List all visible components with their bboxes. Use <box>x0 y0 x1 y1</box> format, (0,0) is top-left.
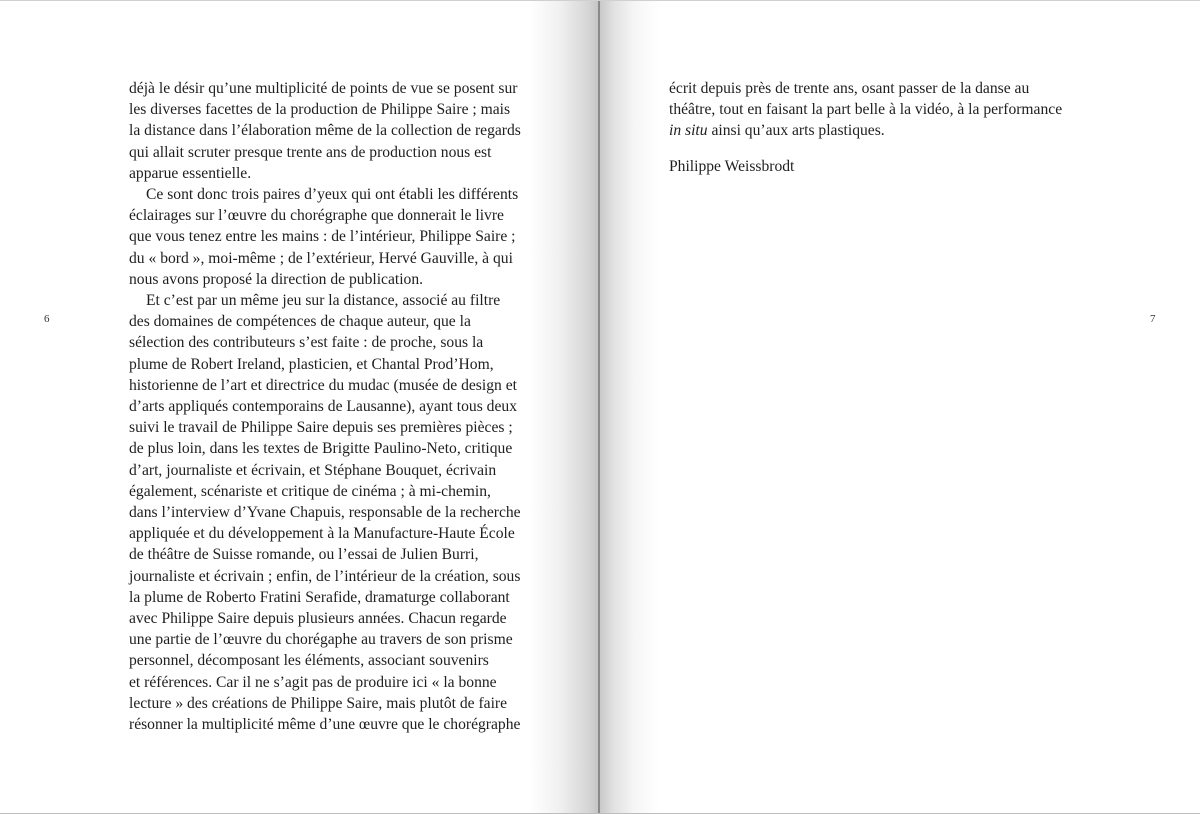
text-line: lecture » des créations de Philippe Saire, mais plutôt de faire <box>129 694 508 712</box>
text-fragment: ainsi qu’aux arts plastiques. <box>707 122 885 140</box>
text-line: écrit depuis près de trente ans, osant passer de la danse au <box>669 80 1030 97</box>
text-line: plume de Robert Ireland, plasticien, et Chantal Prod’Hom, <box>129 355 494 373</box>
text-line: la plume de Roberto Fratini Serafide, dramaturge collaborant <box>129 588 510 606</box>
text-line: appliquée et du développement à la Manufacture-Haute École <box>129 525 515 543</box>
text-line: sélection des contributeurs s’est faite : de proche, sous la <box>129 334 484 352</box>
text-line: une partie de l’œuvre du chorégaphe au travers de son prisme <box>129 631 513 649</box>
text-line: Ce sont donc trois paires d’yeux qui ont établi les différents <box>146 186 519 204</box>
text-line: et références. Car il ne s’agit pas de produire ici « la bonne <box>129 673 497 691</box>
text-line: que vous tenez entre les mains : de l’intérieur, Philippe Saire ; <box>129 228 516 246</box>
text-line: également, scénariste et critique de cinéma ; à mi-chemin, <box>129 482 491 500</box>
text-line: du « bord », moi-même ; de l’extérieur, Hervé Gauville, à qui <box>129 249 513 267</box>
text-line: de théâtre de Suisse romande, ou l’essai de Julien Burri, <box>129 546 479 564</box>
text-line: éclairages sur l’œuvre du chorégraphe que donnerait le livre <box>129 207 504 225</box>
text-line: personnel, décomposant les éléments, associant souvenirs <box>129 652 489 670</box>
text-line: journaliste et écrivain ; enfin, de l’intérieur de la création, sous <box>129 567 521 585</box>
text-line: théâtre, tout en faisant la part belle à la vidéo, à la performance <box>669 101 1063 119</box>
text-line: déjà le désir qu’une multiplicité de points de vue se posent sur <box>129 80 518 97</box>
page-number-left: 6 <box>44 313 50 325</box>
page-number-right: 7 <box>1150 313 1156 325</box>
text-line: Et c’est par un même jeu sur la distance, associé au filtre <box>146 292 501 310</box>
text-line: résonner la multiplicité même d’une œuvre que le chorégraphe <box>129 716 521 734</box>
text-line: de plus loin, dans les textes de Brigitte Paulino-Neto, critique <box>129 440 513 458</box>
text-line: les diverses facettes de la production de Philippe Saire ; mais <box>129 101 511 119</box>
author-signature: Philippe Weissbrodt <box>669 157 795 175</box>
text-line: nous avons proposé la direction de publication. <box>129 270 424 288</box>
text-line: d’art, journaliste et écrivain, et Stéphane Bouquet, écrivain <box>129 461 497 479</box>
right-page-body-text <box>669 78 1062 177</box>
text-line <box>669 120 1062 141</box>
text-line: apparue essentielle. <box>129 164 252 182</box>
text-line: qui allait scruter presque trente ans de production nous est <box>129 143 492 161</box>
text-line: des domaines de compétences de chaque auteur, que la <box>129 313 471 331</box>
text-line: historienne de l’art et directrice du mudac (musée de design et <box>129 376 517 394</box>
text-line: suivi le travail de Philippe Saire depuis ses premières pièces ; <box>129 419 513 437</box>
italic-term: in situ <box>669 122 708 140</box>
text-line: d’arts appliqués contemporains de Lausanne), ayant tous deux <box>129 398 517 416</box>
page-edge-top <box>0 0 1200 1</box>
text-line: avec Philippe Saire depuis plusieurs années. Chacun regarde <box>129 610 507 628</box>
text-line: dans l’interview d’Yvane Chapuis, responsable de la recherche <box>129 504 521 522</box>
text-line: la distance dans l’élaboration même de la collection de regards <box>129 122 521 140</box>
left-page-body-text <box>129 78 521 735</box>
book-gutter <box>598 0 600 814</box>
